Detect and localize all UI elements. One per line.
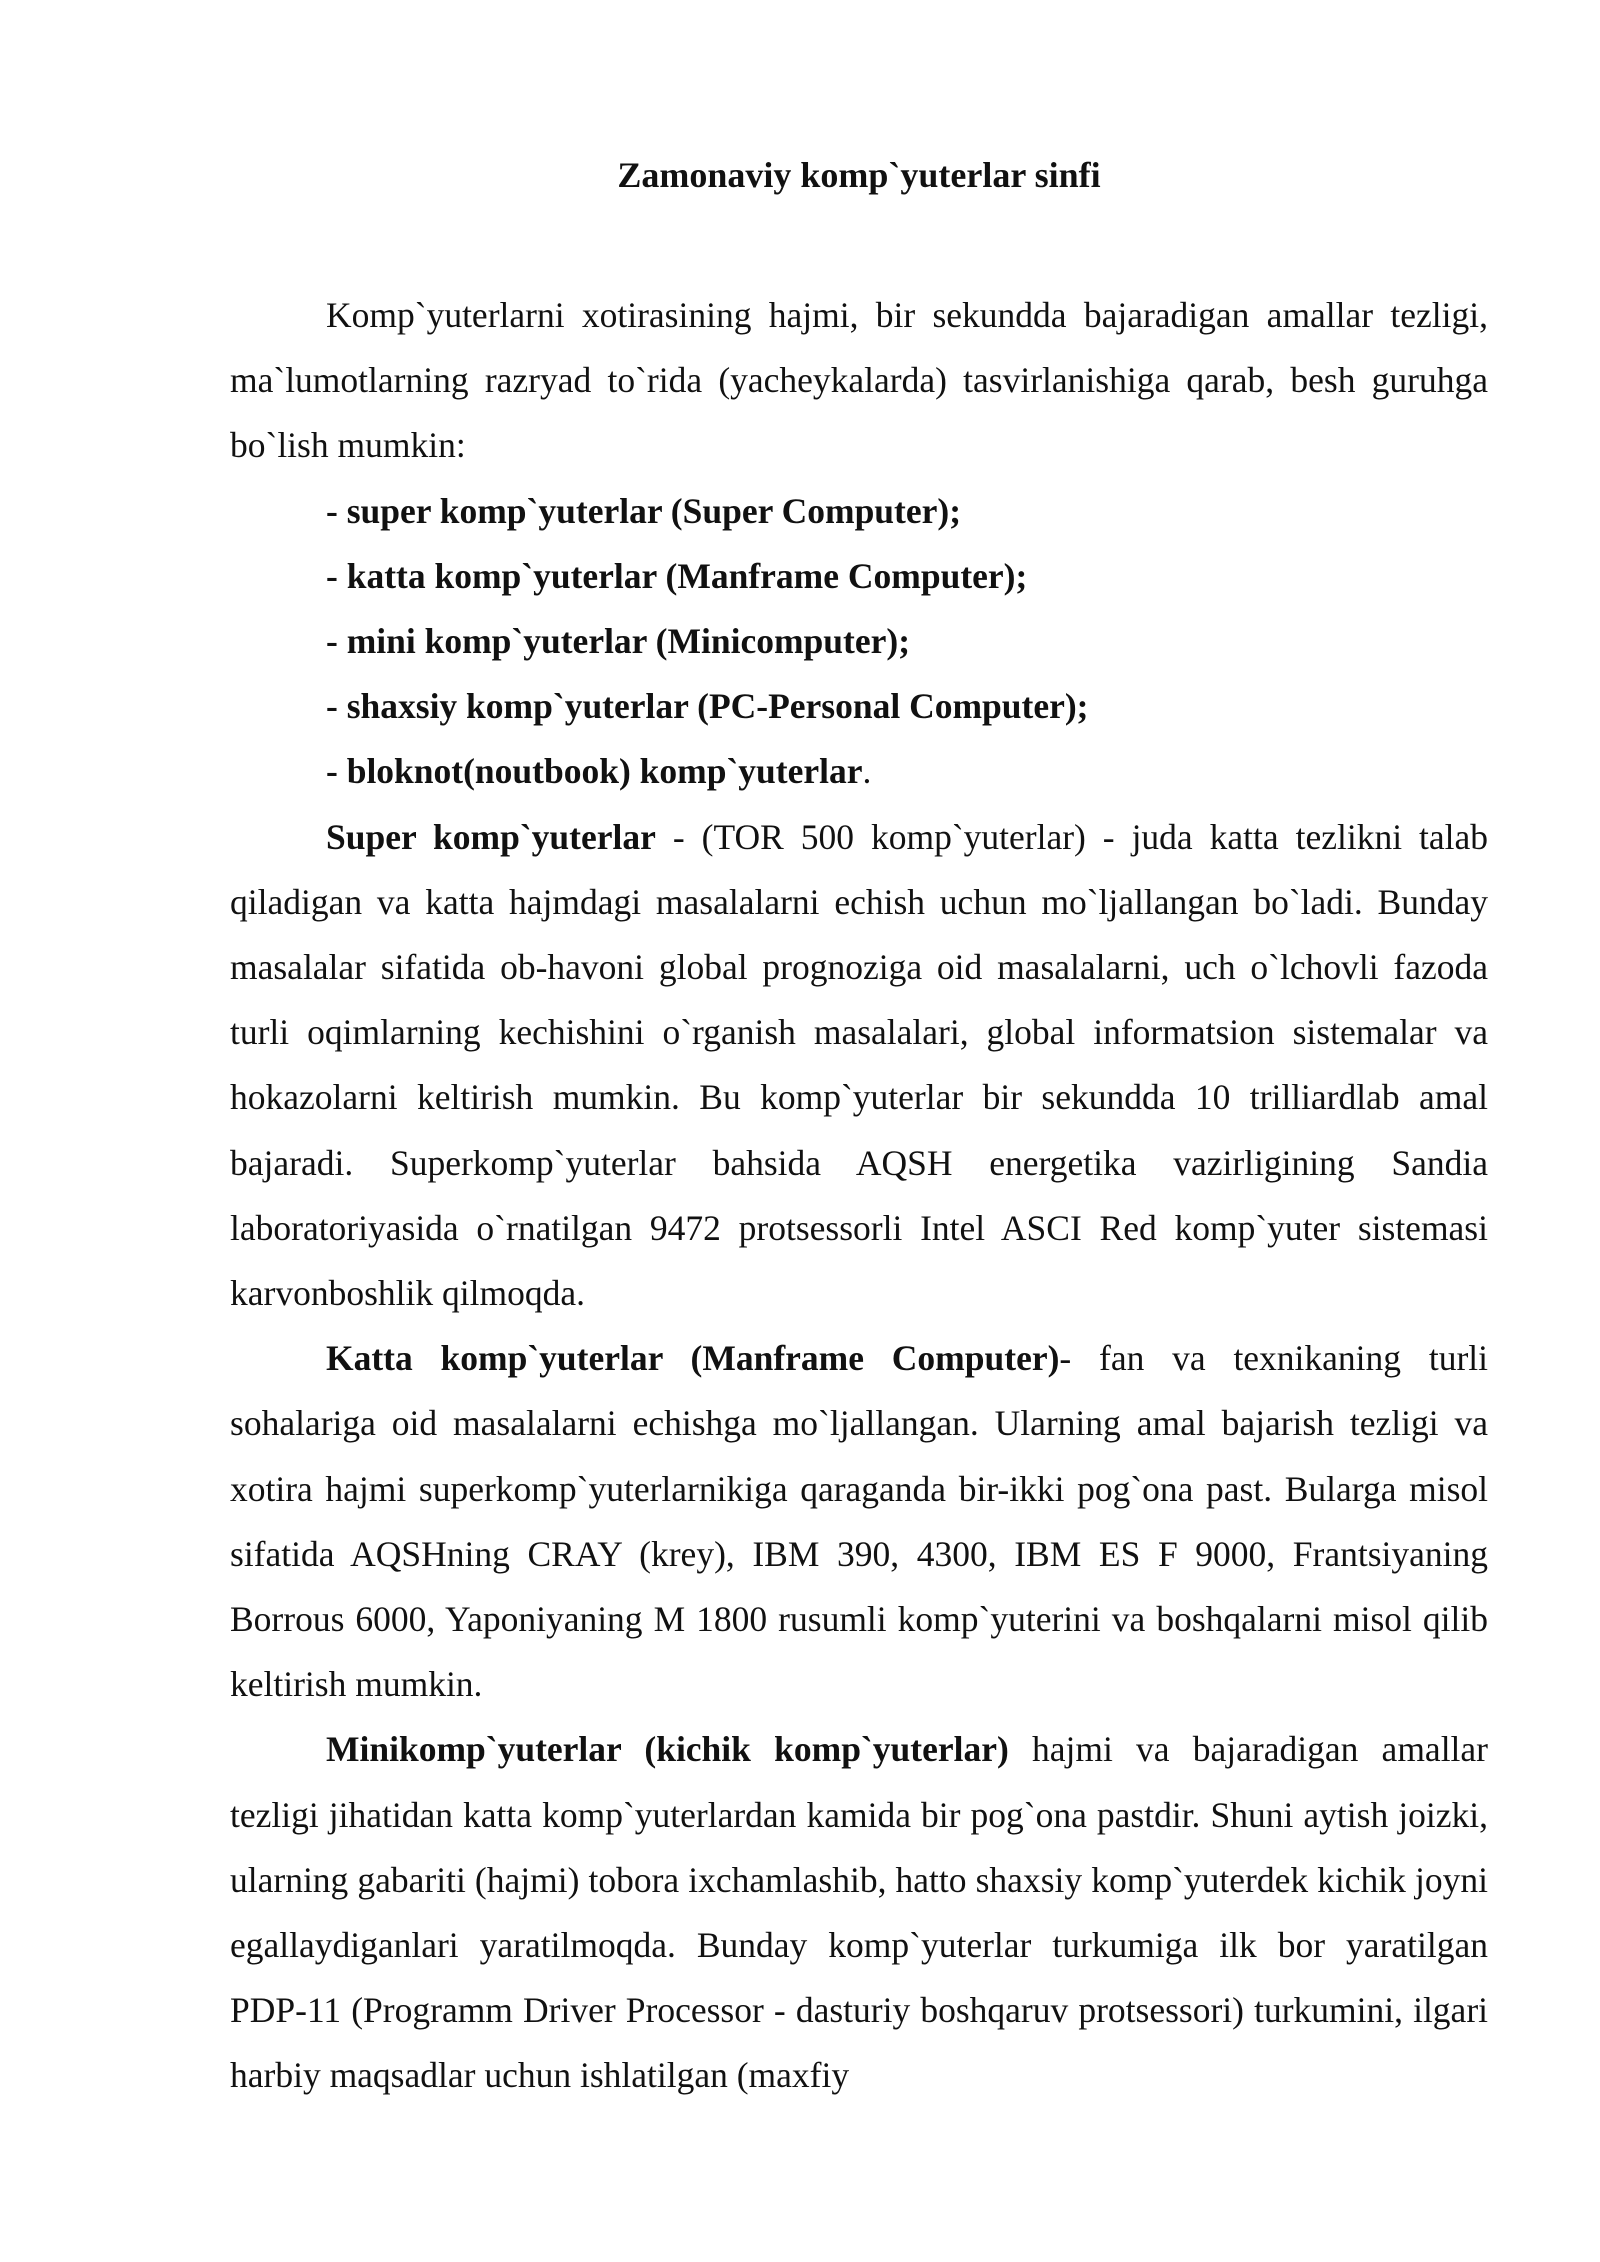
list-item (230, 544, 1488, 609)
paragraph-text: - (TOR 500 komp`yuterlar) - juda katta tezlikni talab qiladigan va katta hajmdagi masalalarni echish uchun mo`ljallangan bo`ladi. Bunday masalalar sifatida ob-havoni global prognoziga oid masalalarni, uch o`lchovli fazoda turli oqimlarning kechishini o`rganish masalalari, global informatsion sistemalar va hokazolarni keltirish mumkin. Bu komp`yuterlar bir sekundda 10 trilliardlab amal bajaradi. Superkomp`yuterlar bahsida AQSH energetika vazirligining Sandia laboratoriyasida o`rnatilgan 9472 protsessorli Intel ASCI Red komp`yuter sistemasi karvonboshlik qilmoqda. (230, 816, 1488, 1314)
list-item-text: - katta komp`yuterlar (Manframe Computer); (326, 555, 1028, 596)
paragraph-lead: Super komp`yuterlar (326, 816, 656, 857)
document-body (230, 283, 1488, 2109)
document-title: Zamonaviy komp`yuterlar sinfi (617, 155, 1101, 195)
paragraph-text: - fan va texnikaning turli sohalariga oid masalalarni echishga mo`ljallangan. Ularning amal bajarish tezligi va xotira hajmi superkomp`yuterlarnikiga qaraganda bir-ikki pog`ona past. Bularga misol sifatida AQSHning CRAY (krey), IBM 390, 4300, IBM ES F 9000, Frantsiyaning Borrous 6000, Yaponiyaning M 1800 rusumli komp`yuterini va boshqalarni misol qilib keltirish mumkin. (230, 1338, 1488, 1705)
list-item-text: - mini komp`yuterlar (Minicomputer); (326, 621, 911, 662)
list-item (230, 609, 1488, 674)
paragraph-text: hajmi va bajaradigan amallar tezligi jihatidan katta komp`yuterlardan kamida bir pog`ona pastdir. Shuni aytish joizki, ularning gabariti (hajmi) tobora ixchamlashib, hatto shaxsiy komp`yuterdek kichik joyni egallaydiganlari yaratilmoqda. Bunday komp`yuterlar turkumiga ilk bor yaratilgan PDP-11 (Programm Driver Processor - dasturiy boshqaruv protsessori) turkumini, ilgari harbiy maqsadlar uchun ishlatilgan (maxfiy (230, 1729, 1488, 2096)
list-item-text: - super komp`yuterlar (Super Computer); (326, 490, 962, 531)
intro-paragraph: Komp`yuterlarni xotirasining hajmi, bir sekundda bajaradigan amallar tezligi, ma`lumotlarning razryad to`rida (yacheykalarda) tasvirlanishiga qarab, besh guruhga bo`lish mumkin: (230, 295, 1488, 466)
paragraph-mini-computers (230, 1717, 1488, 2108)
paragraph-mainframe-computers (230, 1326, 1488, 1717)
list-item-suffix: . (862, 751, 872, 792)
paragraph-lead: Katta komp`yuterlar (Manframe Computer) (326, 1338, 1060, 1379)
list-item-text: - bloknot(noutbook) komp`yuterlar (326, 751, 863, 792)
list-item-text: - shaxsiy komp`yuterlar (PC-Personal Computer); (326, 686, 1089, 727)
document-page (230, 0, 1488, 2262)
list-item (230, 479, 1488, 544)
list-item (230, 739, 1488, 804)
list-item (230, 674, 1488, 739)
paragraph-lead: Minikomp`yuterlar (kichik komp`yuterlar) (326, 1729, 1009, 1770)
paragraph-super-computers (230, 805, 1488, 1327)
